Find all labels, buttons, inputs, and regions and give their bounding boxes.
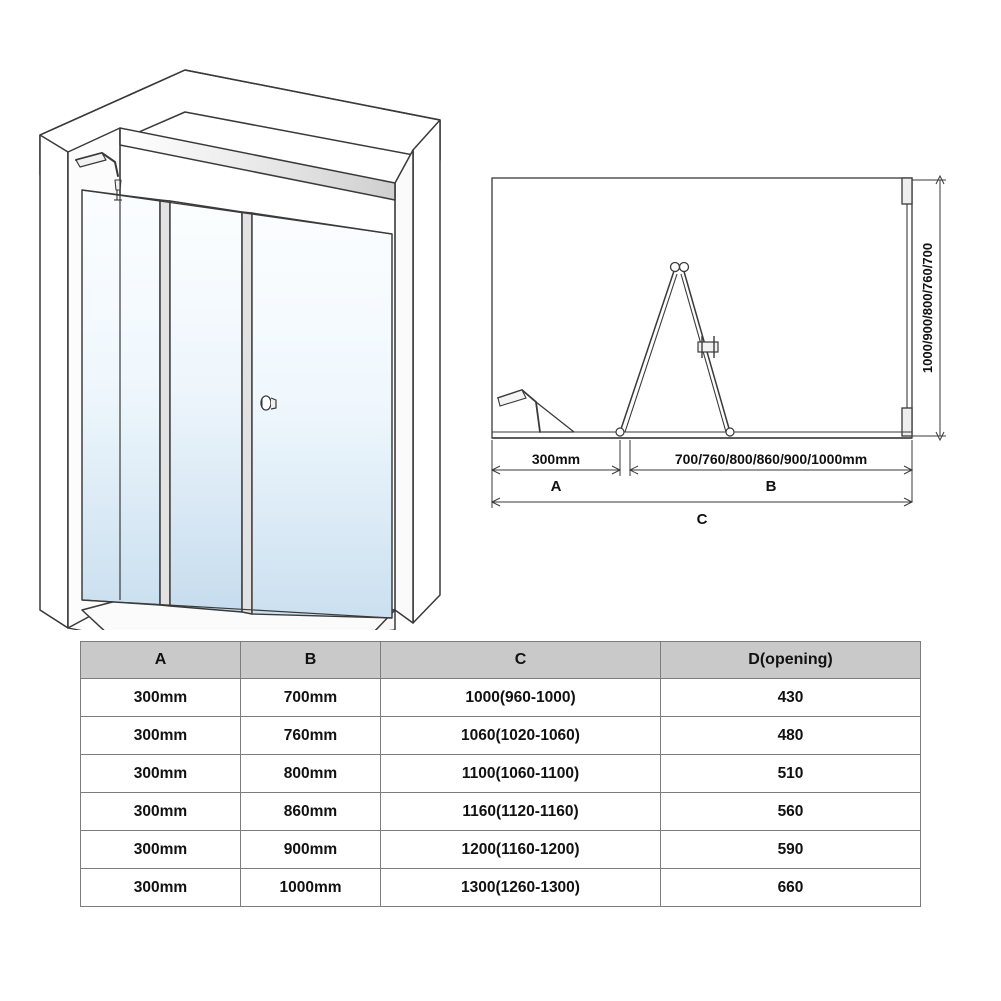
isometric-shower-door-drawing xyxy=(10,40,480,630)
cell-a: 300mm xyxy=(81,869,241,907)
spec-table xyxy=(80,641,921,907)
cell-b: 700mm xyxy=(241,679,381,717)
cell-b: 760mm xyxy=(241,717,381,755)
table-row xyxy=(81,831,921,869)
dimension-a-letter: A xyxy=(550,478,562,495)
dimension-c-letter: C xyxy=(696,511,708,528)
dimension-b-value: 700/760/800/860/900/1000mm xyxy=(674,451,868,467)
cell-a: 300mm xyxy=(81,793,241,831)
cell-d: 590 xyxy=(661,831,921,869)
dimension-a-value: 300mm xyxy=(531,451,581,467)
cell-c: 1060(1020-1060) xyxy=(381,717,661,755)
column-header-b: B xyxy=(241,642,381,679)
cell-c: 1100(1060-1100) xyxy=(381,755,661,793)
table-row xyxy=(81,679,921,717)
cell-d: 560 xyxy=(661,793,921,831)
column-header-d: D(opening) xyxy=(661,642,921,679)
cell-c: 1200(1160-1200) xyxy=(381,831,661,869)
table-row xyxy=(81,755,921,793)
column-header-a: A xyxy=(81,642,241,679)
cell-b: 1000mm xyxy=(241,869,381,907)
table-row xyxy=(81,793,921,831)
cell-b: 860mm xyxy=(241,793,381,831)
plan-view-svg xyxy=(470,150,990,570)
cell-d: 480 xyxy=(661,717,921,755)
table-row xyxy=(81,869,921,907)
cell-d: 430 xyxy=(661,679,921,717)
cell-d: 660 xyxy=(661,869,921,907)
isometric-svg xyxy=(10,40,480,630)
specification-table xyxy=(80,641,920,907)
cell-c: 1000(960-1000) xyxy=(381,679,661,717)
cell-a: 300mm xyxy=(81,755,241,793)
cell-a: 300mm xyxy=(81,831,241,869)
cell-b: 900mm xyxy=(241,831,381,869)
cell-a: 300mm xyxy=(81,717,241,755)
dimension-b-letter: B xyxy=(765,478,777,495)
dimension-height-label: 1000/900/800/760/700 xyxy=(920,242,935,374)
table-header-row xyxy=(81,642,921,679)
cell-b: 800mm xyxy=(241,755,381,793)
plan-view-drawing xyxy=(470,150,990,570)
cell-a: 300mm xyxy=(81,679,241,717)
cell-c: 1160(1120-1160) xyxy=(381,793,661,831)
cell-c: 1300(1260-1300) xyxy=(381,869,661,907)
cell-d: 510 xyxy=(661,755,921,793)
table-row xyxy=(81,717,921,755)
column-header-c: C xyxy=(381,642,661,679)
